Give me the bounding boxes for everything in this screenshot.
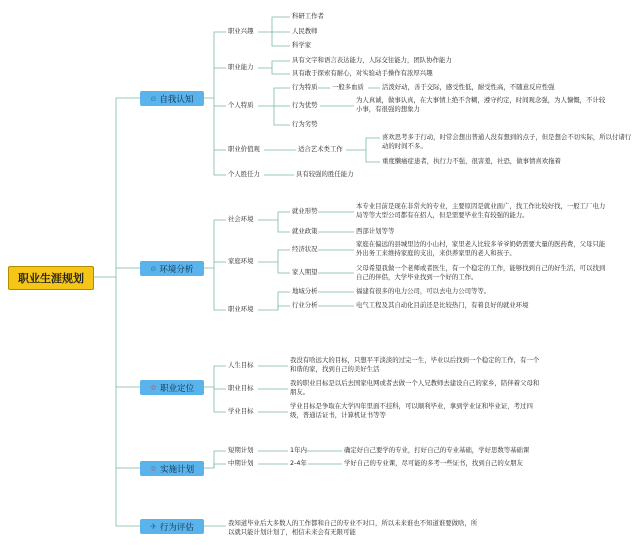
node-mid-term-plan[interactable]: 中期计划 bbox=[228, 459, 254, 467]
node-career-values[interactable]: 职业价值观 bbox=[228, 145, 260, 153]
plane-icon: ✈ bbox=[150, 521, 157, 531]
node-career-env[interactable]: 职业环境 bbox=[228, 305, 254, 313]
flame-icon: 🔥︎ bbox=[150, 263, 157, 273]
node-competence-detail[interactable]: 具有较强的胜任能力 bbox=[296, 170, 354, 178]
node-interest-item[interactable]: 人民教师 bbox=[292, 27, 318, 35]
star-icon: ☆ bbox=[149, 382, 158, 392]
node-economic-detail[interactable]: 家庭在偏远的县城里边的小山村，家里老人比较多爷爷奶奶需要大量的医药费，父母只能外出务工来维持家庭的支出，来供养家里的老人和孩子。 bbox=[356, 240, 606, 257]
node-ability-item[interactable]: 具有文字和语言表达能力，人际交往能力，团队协作能力 bbox=[292, 56, 452, 64]
node-career-goal-detail[interactable]: 我的职业目标是以后去国家电网或者去做一个人兄教师去建设自己的家乡，陪伴着父母和朋友。 bbox=[290, 379, 540, 396]
node-behavior-traits[interactable]: 行为特质 bbox=[292, 83, 318, 91]
node-employment-situation[interactable]: 就业形势 bbox=[292, 207, 318, 215]
node-behavior-strength[interactable]: 行为优势 bbox=[292, 101, 318, 109]
node-strength-detail[interactable]: 为人真诚，做事认真，在大事情上绝不含糊，遵守约定，时间观念强，为人慷慨，不计较小事，有很强的想象力 bbox=[356, 96, 606, 113]
node-region-analysis[interactable]: 地域分析 bbox=[292, 287, 318, 295]
flame-icon: 🔥︎ bbox=[150, 93, 157, 103]
node-expectation-detail[interactable]: 父母希望我做一个老师或者医生，有一个稳定的工作，能够找到自己的好生活，可以找到自己的伴侣，大学毕业找到一个好的工作。 bbox=[356, 264, 606, 281]
node-competence[interactable]: 个人胜任力 bbox=[228, 170, 260, 178]
node-behavior-weakness[interactable]: 行为劣势 bbox=[292, 120, 318, 128]
node-region-detail[interactable]: 福建有很多的电力公司，可以去电力公司等等。 bbox=[356, 287, 491, 295]
node-evaluation-detail[interactable]: 我知道毕业后大多数人的工作都和自己的专业不对口，所以未来谁也不知道谁要做啥，所以就只能计划计划了，相信未来会有无限可能 bbox=[228, 519, 478, 536]
node-policy-detail[interactable]: 西部计划等等 bbox=[356, 227, 395, 235]
branch-evaluation[interactable] bbox=[140, 519, 204, 534]
branch-label: 职业定位 bbox=[160, 383, 195, 394]
branch-positioning[interactable] bbox=[140, 380, 204, 395]
node-values-detail[interactable]: 喜欢思考多于行动，时常会想出普通人没有想到的点子，但是想会不切实际，所以付诸行动的时间不多。 bbox=[382, 133, 632, 150]
node-employment-detail[interactable]: 本专业目前是现在非常火的专业，主要原因是就业面广，找工作比较好找，一般工厂电力局等等大型公司都有在招人，但是需要毕业生有较强的能力。 bbox=[356, 202, 606, 219]
node-industry-analysis[interactable]: 行业分析 bbox=[292, 301, 318, 309]
node-temperament-detail[interactable]: 活泼好动，善于交际，感受性低，耐受性高，不随意反应性强 bbox=[382, 83, 555, 91]
node-economic-status[interactable]: 经济状况 bbox=[292, 245, 318, 253]
node-mid-term-period[interactable]: 2-4年 bbox=[290, 459, 307, 467]
node-temperament[interactable]: 一般多血质 bbox=[332, 83, 364, 91]
node-career-interest[interactable]: 职业兴趣 bbox=[228, 27, 254, 35]
node-values-detail[interactable]: 重度懒癌症患者，执行力不强，很害羞，社恐，做事情喜欢拖着 bbox=[382, 157, 561, 165]
node-short-term-detail[interactable]: 确定好自己要学的专业，打好自己的专业基础，学好思数等基础课 bbox=[344, 446, 530, 454]
node-family-env[interactable]: 家庭环境 bbox=[228, 257, 254, 265]
node-values-art[interactable]: 适合艺术类工作 bbox=[298, 145, 343, 153]
node-mid-term-detail[interactable]: 学好自己的专业课，尽可能的多考一些证书，找到自己的女朋友 bbox=[344, 459, 523, 467]
node-social-env[interactable]: 社会环境 bbox=[228, 215, 254, 223]
node-industry-detail[interactable]: 电气工程及其自动化目前还是比较热门，有着良好的就业环境 bbox=[356, 301, 529, 309]
node-short-term-plan[interactable]: 短期计划 bbox=[228, 446, 254, 454]
node-life-goal-detail[interactable]: 我没有啥远大的目标，只想平平淡淡的过完一生，毕业以后找到一个稳定的工作，有一个和谐的家，找到自己的美好生活 bbox=[290, 356, 540, 373]
node-interest-item[interactable]: 科学家 bbox=[292, 41, 312, 49]
node-personal-traits[interactable]: 个人特质 bbox=[228, 101, 254, 109]
node-ability-item[interactable]: 具有敢于探索有耐心，对实验动手操作有浓厚兴趣 bbox=[292, 69, 433, 77]
branch-label: 环境分析 bbox=[159, 264, 194, 275]
branch-self-awareness[interactable] bbox=[140, 91, 204, 106]
node-study-goal-detail[interactable]: 学业目标是争取在大学四年里面不挂科，可以顺利毕业，拿到学业证和毕业证，考过四级，普通话证书，计算机证书等等 bbox=[290, 402, 533, 419]
branch-environment[interactable] bbox=[140, 261, 204, 276]
branch-label: 实施计划 bbox=[160, 464, 195, 475]
node-short-term-period[interactable]: 1年内 bbox=[290, 446, 307, 454]
star-icon: ☆ bbox=[149, 463, 158, 473]
node-career-ability[interactable]: 职业能力 bbox=[228, 63, 254, 71]
node-interest-item[interactable]: 科研工作者 bbox=[292, 12, 324, 20]
branch-plan[interactable] bbox=[140, 461, 204, 476]
node-life-goal[interactable]: 人生目标 bbox=[228, 361, 254, 369]
node-career-goal[interactable]: 职业目标 bbox=[228, 384, 254, 392]
node-study-goal[interactable]: 学业目标 bbox=[228, 407, 254, 415]
root-topic[interactable]: 职业生涯规划 bbox=[8, 266, 94, 290]
branch-label: 自我认知 bbox=[159, 94, 194, 105]
node-employment-policy[interactable]: 就业政策 bbox=[292, 227, 318, 235]
node-family-expectation[interactable]: 家人期望 bbox=[292, 268, 318, 276]
branch-label: 行为评估 bbox=[159, 522, 194, 533]
